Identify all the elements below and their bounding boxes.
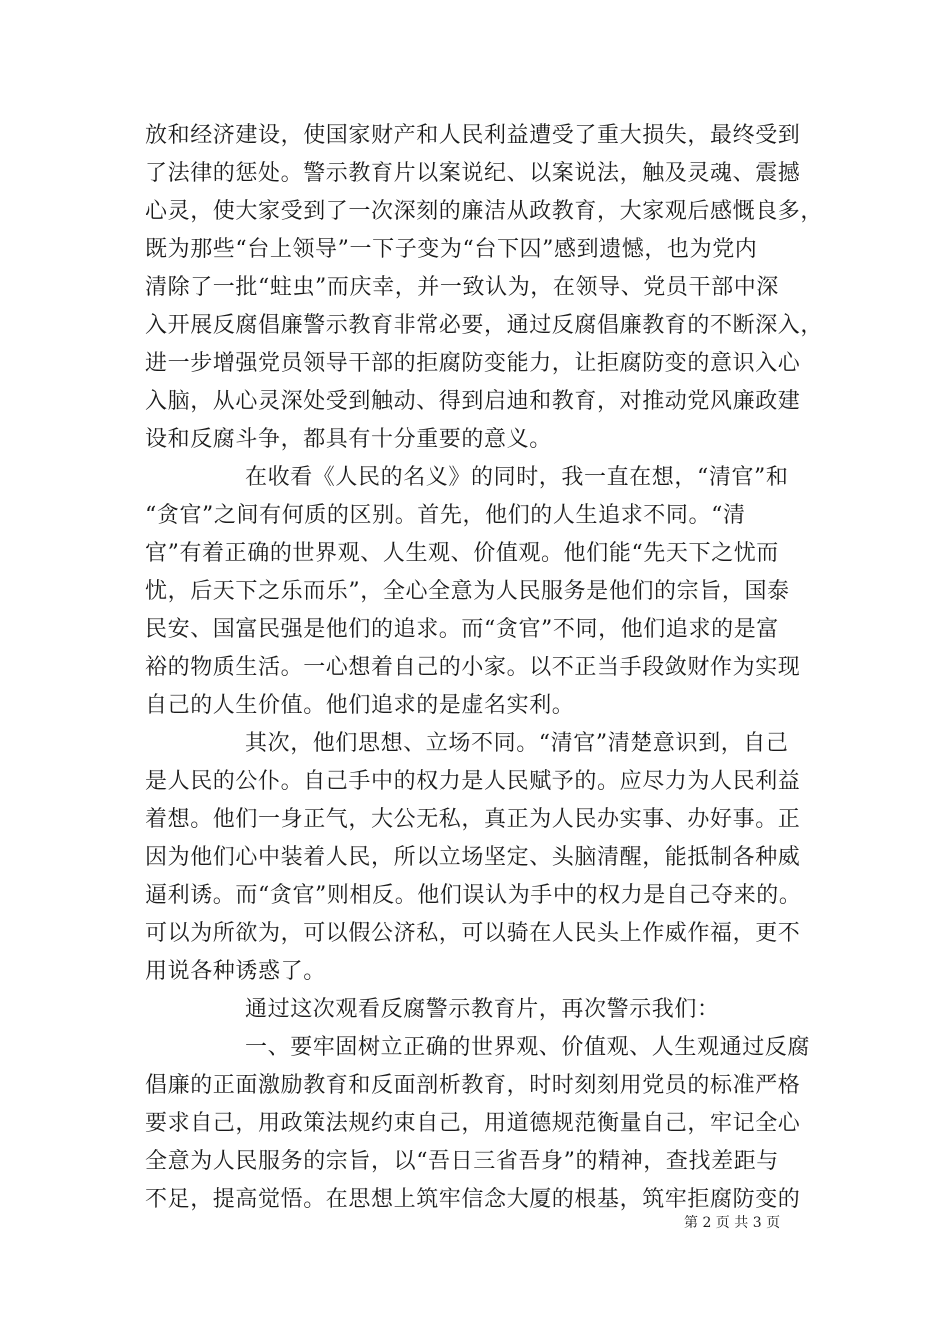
text-line: 是人民的公仆。自己手中的权力是人民赋予的。应尽力为人民利益 bbox=[145, 769, 801, 794]
text-line: 入脑，从心灵深处受到触动、得到启迪和教育，对推动党风廉政建 bbox=[145, 389, 801, 414]
paragraph-first-line: 通过这次观看反腐警示教育片，再次警示我们： bbox=[245, 997, 720, 1022]
text-line: 用说各种诱惑了。 bbox=[145, 959, 326, 984]
text-line: 着想。他们一身正气，大公无私，真正为人民办实事、办好事。正 bbox=[145, 807, 801, 832]
text-line: 逼利诱。而“贪官”则相反。他们误认为手中的权力是自己夺来的。 bbox=[145, 883, 802, 908]
paragraph-first-line: 在收看《人民的名义》的同时，我一直在想，“清官”和 bbox=[245, 465, 789, 490]
text-line: 忧，后天下之乐而乐”，全心全意为人民服务是他们的宗旨，国泰 bbox=[145, 579, 790, 604]
text-line: 心灵，使大家受到了一次深刻的廉洁从政教育，大家观后感慨良多， bbox=[145, 199, 824, 224]
paragraph-first-line: 其次，他们思想、立场不同。“清官”清楚意识到，自己 bbox=[245, 731, 789, 756]
text-line: 放和经济建设，使国家财产和人民利益遭受了重大损失，最终受到 bbox=[145, 123, 801, 148]
text-line: 要求自己，用政策法规约束自己，用道德规范衡量自己，牢记全心 bbox=[145, 1111, 801, 1136]
text-line: 了法律的惩处。警示教育片以案说纪、以案说法，触及灵魂、震撼 bbox=[145, 161, 801, 186]
text-line: 入开展反腐倡廉警示教育非常必要，通过反腐倡廉教育的不断深入， bbox=[145, 313, 824, 338]
text-line: 清除了一批“蛀虫”而庆幸，并一致认为，在领导、党员干部中深 bbox=[145, 275, 779, 300]
text-line: 可以为所欲为，可以假公济私，可以骑在人民头上作威作福，更不 bbox=[145, 921, 801, 946]
text-line: 既为那些“台上领导”一下子变为“台下囚”感到遗憾，也为党内 bbox=[145, 237, 758, 262]
text-line: 自己的人生价值。他们追求的是虚名实利。 bbox=[145, 693, 575, 718]
text-line: “贪官”之间有何质的区别。首先，他们的人生追求不同。“清 bbox=[145, 503, 746, 528]
text-line: 不足，提高觉悟。在思想上筑牢信念大厦的根基，筑牢拒腐防变的 bbox=[145, 1187, 801, 1212]
text-line: 设和反腐斗争，都具有十分重要的意义。 bbox=[145, 427, 552, 452]
page-footer: 第 2 页 共 3 页 bbox=[684, 1215, 781, 1231]
text-line: 进一步增强党员领导干部的拒腐防变能力，让拒腐防变的意识入心 bbox=[145, 351, 801, 376]
text-line: 倡廉的正面激励教育和反面剖析教育，时时刻刻用党员的标准严格 bbox=[145, 1073, 801, 1098]
text-line: 民安、国富民强是他们的追求。而“贪官”不同，他们追求的是富 bbox=[145, 617, 779, 642]
text-line: 裕的物质生活。一心想着自己的小家。以不正当手段敛财作为实现 bbox=[145, 655, 801, 680]
text-line: 全意为人民服务的宗旨，以“吾日三省吾身”的精神，查找差距与 bbox=[145, 1149, 779, 1174]
text-line: 官”有着正确的世界观、人生观、价值观。他们能“先天下之忧而 bbox=[145, 541, 779, 566]
text-line: 因为他们心中装着人民，所以立场坚定、头脑清醒，能抵制各种威 bbox=[145, 845, 801, 870]
paragraph-first-line: 一、要牢固树立正确的世界观、价值观、人生观通过反腐 bbox=[245, 1035, 811, 1060]
